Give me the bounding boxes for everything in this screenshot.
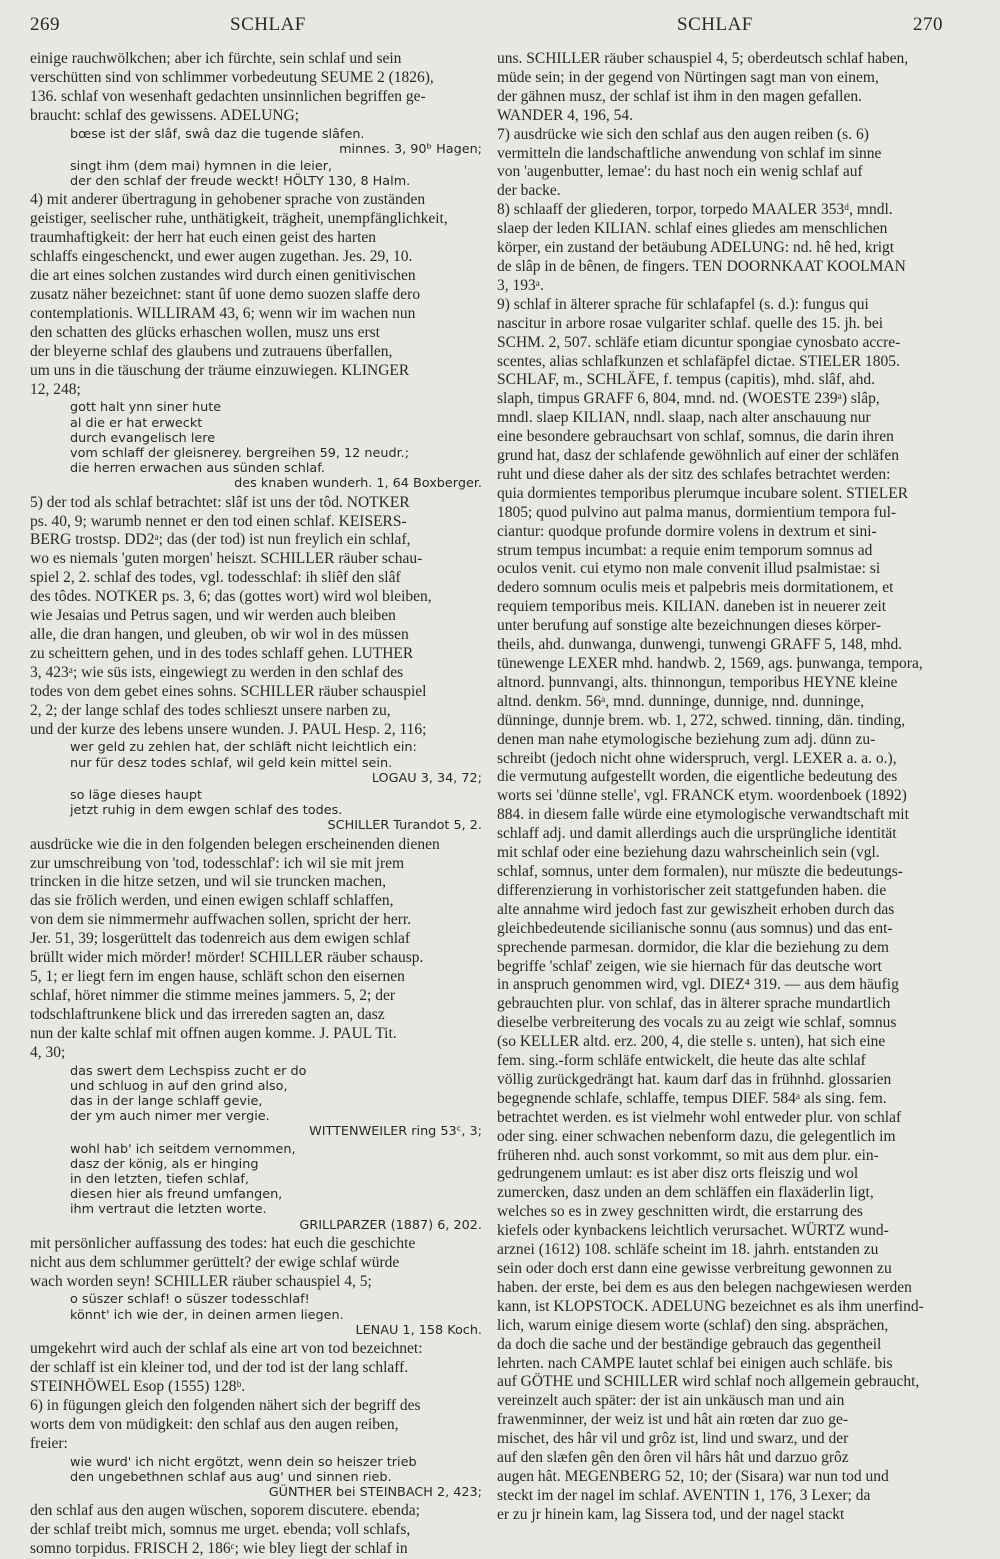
verse-line: könnt' ich wie der, in deinen armen liegen. — [70, 1307, 344, 1323]
entry-paragraph: einige rauchwölkchen; aber ich fürchte, sein schlaf und sein verschütten sind von schlimmer vorbedeutung SEUME 2 (1826), 136. schlaf von wesenhaft gedachten unsinnlichen begriffen ge- braucht: schlaf des gewissens. ADELUNG; — [30, 50, 434, 124]
verse-line: das in der lange schlaff gevie, — [70, 1093, 263, 1109]
verse-line: und schluog in auf den grind also, — [70, 1078, 288, 1094]
verse-line: in den letzten, tiefen schlaf, — [70, 1171, 249, 1187]
entry-paragraph: mit persönlicher auffassung des todes: hat euch die geschichte nicht aus dem schlummer gerüttelt? der ewige schlaf würde wach worden seyn! SCHILLER räuber schauspiel 4, 5; — [30, 1234, 416, 1290]
verse-line: singt ihm (dem mai) hymnen in die leier, — [70, 159, 333, 175]
quotation-source: LENAU 1, 158 Koch. — [355, 1322, 482, 1338]
verse-line: der den schlaf der freude weckt! HÖLTY 130, 8 Halm. — [70, 174, 411, 190]
quotation-source: WITTENWEILER ring 53ᶜ, 3; — [309, 1124, 482, 1140]
verse-line: wie wurd' ich nicht ergötzt, wenn dein so heiszer trieb — [70, 1454, 417, 1470]
verse-line: gott halt ynn siner hute — [70, 400, 222, 416]
verse-quotation — [70, 1292, 482, 1338]
verse-quotation — [70, 788, 482, 834]
quotation-source: GRILLPARZER (1887) 6, 202. — [299, 1217, 482, 1233]
entry-paragraph: 5) der tod als schlaf betrachtet: slâf ist uns der tôd. NOTKER ps. 40, 9; warumb nennet er den tod einen schlaf. KEISERS- BERG trostsp. DD2ᵃ; das (der tod) ist nun freylich ein schlaf, wo es niemals 'guten morgen' heiszt. SCHILLER räuber schau- spiel 2, 2. schlaf des todes, vgl. todesschlaf: ih sliêf den slâf des tôdes. NOTKER ps. 3, 6; das (gottes wort) wird wol bleiben, wie Jesaias und Petrus sagen, und wir werden auch bleiben alle, die dran hangen, und gleuben, ob wir wol in des müssen zu scheittern gehen, und in des todes schlaff gehen. LUTHER 3, 423ᵃ; wie süs ists, eingewiegt zu werden in den schlaf des todes von dem gebet eines sohns. SCHILLER räuber schauspiel 2, 2; der lange schlaf des todes schlieszt unsere narben zu, und der kurze des lebens unsere wunden. J. PAUL Hesp. 2, 116; — [30, 493, 432, 738]
verse-line: das swert dem Lechspiss zucht er do — [70, 1063, 307, 1079]
page-number-right: 270 — [913, 14, 943, 35]
verse-line: die herren erwachen aus sünden schlaf. — [70, 461, 325, 477]
verse-line: den ungebethnen schlaf aus aug' und sinnen rieb. — [70, 1469, 392, 1485]
verse-line: nur für desz todes schlaf, wil geld kein mittel sein. — [70, 755, 393, 771]
left-column — [30, 50, 482, 1559]
verse-line: wohl hab' ich seitdem vernommen, — [70, 1141, 296, 1157]
verse-quotation — [70, 1455, 482, 1501]
running-title-left: SCHLAF — [230, 14, 306, 35]
verse-quotation — [70, 740, 482, 786]
quotation-source: LOGAU 3, 34, 72; — [371, 770, 482, 786]
quotation-source: GÜNTHER bei STEINBACH 2, 423; — [268, 1484, 482, 1500]
verse-line: jetzt ruhig in dem ewgen schlaf des todes. — [70, 803, 343, 819]
verse-line: durch evangelisch lere — [70, 430, 216, 446]
verse-line: dasz der könig, als er hinging — [70, 1156, 259, 1172]
verse-quotation — [70, 127, 482, 157]
verse-quotation — [70, 159, 482, 189]
entry-paragraph: den schlaf aus den augen wüschen, soporem discutere. ebenda; der schlaf treibt mich, somnus me urget. ebenda; voll schlafs, somno torpidus. FRISCH 2, 186ᶜ; wie bley liegt der schlaf in — [30, 1502, 420, 1557]
quotation-source: SCHILLER Turandot 5, 2. — [327, 818, 482, 834]
entry-paragraph: ausdrücke wie die in den folgenden belegen erscheinenden dienen zur umschreibung von 'tod, todesschlaf': ich wil sie mit jrem trincken in die hitze setzen, und wil sie truncken machen, das sie frölich werden, und einen ewigen schlaff schlaffen, von dem sie nimmermehr auffwachen sollen, spricht der herr. Jer. 51, 39; losgerüttelt das todenreich aus dem ewigen schlaf brüllt wider mich mörder! mörder! SCHILLER räuber schausp. 5, 1; er liegt fern im engen hause, schläft schon den eisernen schlaf, höret nimmer die stimme meines jammers. 5, 2; der todschlaftrunkene blick und das irrereden sagten an, dasz nun der kalte schlaf mit offnen augen komme. J. PAUL Tit. 4, 30; — [30, 835, 440, 1061]
verse-line: al die er hat erweckt — [70, 415, 203, 431]
verse-line: der ym auch nimer mer vergie. — [70, 1109, 270, 1125]
quotation-source: des knaben wunderh. 1, 64 Boxberger. — [234, 476, 482, 492]
verse-line: diesen hier als freund umfangen, — [70, 1187, 283, 1203]
verse-quotation — [70, 400, 482, 491]
quotation-source: minnes. 3, 90ᵇ Hagen; — [339, 141, 482, 157]
entry-paragraph: umgekehrt wird auch der schlaf als eine art von tod bezeichnet: der schlaff ist ein kleiner tod, und der tod ist der lang schlaff. STEINHÖWEL Esop (1555) 128ᵇ. 6) in fügungen gleich den folgenden nähert sich der begriff des worts dem von müdigkeit: den schlaf aus den augen reiben, freier: — [30, 1340, 423, 1452]
page-number-left: 269 — [30, 14, 60, 35]
verse-line: ihm vertraut die letzten worte. — [70, 1202, 267, 1218]
verse-quotation — [70, 1064, 482, 1140]
verse-line: bœse ist der slâf, swâ daz die tugende slâfen. — [70, 126, 365, 142]
verse-line: vom schlaff der gleisnerey. bergreihen 59, 12 neudr.; — [70, 446, 410, 462]
verse-line: so läge dieses haupt — [70, 788, 203, 804]
verse-quotation — [70, 1142, 482, 1233]
verse-line: wer geld zu zehlen hat, der schläft nicht leichtlich ein: — [70, 740, 417, 756]
entry-paragraph: 4) mit anderer übertragung in gehobener sprache von zuständen geistiger, seelischer ruhe, unthätigkeit, trägheit, unempfänglichkeit, traumhaftigkeit: der herr hat euch einen geist des harten schlaffs eingeschenckt, und ewer augen zugethan. Jes. 29, 10. die art eines solchen zustandes wird durch einen genitivischen zusatz näher bezeichnet: stant ûf uone demo suozen slaffe dero contemplationis. WILLIRAM 43, 6; wenn wir im wachen nun den schatten des glücks erhaschen wollen, musz uns erst der bleyerne schlaf des glaubens und zutrauens überfallen, um uns in die täuschung der träume einzuwiegen. KLINGER 12, 248; — [30, 191, 448, 398]
running-title-right: SCHLAF — [677, 14, 753, 35]
entry-paragraph: uns. SCHILLER räuber schauspiel 4, 5; oberdeutsch schlaf haben, müde sein; in der gegend von Nürtingen sagt man von einem, der gähnen musz, der schlaf ist ihm in den magen gefallen. WANDER 4, 196, 54. 7) ausdrücke wie sich den schlaf aus den augen reiben (s. 6) vermitteln die landschaftliche anwendung von schlaf im sinne von 'augenbutter, lemae': du hast noch ein wenig schlaf auf der backe. 8) schlaaff der gliederen, torpor, torpedo MAALER 353ᵈ, mndl. slaep der leden KILIAN. schlaf eines gliedes am menschlichen körper, ein zustand der betäubung ADELUNG: nd. hê hed, krigt de slâp in de bênen, de fingers. TEN DOORNKAAT KOOLMAN 3, 193ᵃ. 9) schlaf in älterer sprache für schlafapfel (s. d.): fungus qui nascitur in arbore rosae vulgariter schlaf. quelle des 15. jh. bei SCHM. 2, 507. schläfe etiam dicuntur spongiae cynosbato accre- scentes, alias schlafkunzen et schlafäpfel dictae. STIELER 1805. SCHLAF, m., SCHLÄFE, f. tempus (capitis), mhd. slâf, ahd. slaph, timpus GRAFF 6, 804, mnd. nd. (WOESTE 239ᵃ) slâp, mndl. slaep KILIAN, nndl. slaap, nach alter anschauung nur eine besondere gebrauchsart von schlaf, somnus, die darin ihren grund hat, dasz der schlafende gewöhnlich auf einer der schläfen ruht und diese daher als der sitz des schlafes betrachtet werden: quia dormientes temporibus plerumque incubare solent. STIELER 1805; quod pulvino aut palma manus, dormientium tempora ful- ciantur: quodque profunde dormire volens in dextrum et sini- strum tempus incumbat: a requie enim temporum somnus ad oculos venit. cui etymo non male convenit illud psalmistae: si dedero somnum oculis meis et palpebris meis dormitationem, et requiem temporibus meis. KILIAN. daneben ist in neuerer zeit unter berufung auf sonstige alte bezeichnungen dieses körper- theils, ahd. dunwanga, dunwengi, tunwengi GRAFF 5, 148, mhd. tünewenge LEXER mhd. handwb. 2, 1569, ags. þunwanga, tempora, altnord. þunnvangi, alts. thinnongun, temporibus HEYNE kleine altnd. denkm. 56ᵃ, mnd. dunninge, dunnige, nnd. dunninge, dünninge, dunnje brem. wb. 1, 272, schwed. tinning, dän. tinding, denen man nahe etymologische beziehung zum adj. dünn zu- schreibt (jedoch nicht ohne widerspruch, vergl. LEXER a. a. o.), die vermutung aufgestellt worden, die eigentliche bedeutung des worts sei 'dünne stelle', vgl. FRANCK etym. woordenboek (1892) 884. in diesem falle würde eine etymologische verwandtschaft mit schlaff adj. und damit allerdings auch die ursprüngliche identität mit schlaf oder eine beziehung dazu wahrscheinlich sein (vgl. schlaf, somnus, unter dem formalen), nur müszte die bedeutungs- differenzierung in vorhistorischer zeit stattgefunden haben. die alte annahme wird jedoch fast zur gewiszheit erhoben durch das gleichbedeutende sicilianische sonnu (aus somnus) und das ent- sprechende parmesan. dormidor, die klar die beziehung zu dem begriffe 'schlaf' zeigen, wie sie hiernach für das deutsche wort in anspruch genommen wird, vgl. DIEZ⁴ 319. — aus dem häufig gebrauchten plur. von schlaf, das in älterer sprache mundartlich dieselbe verbreiterung des vocals zu au zeigt wie schlaf, somnus (so KELLER altd. erz. 200, 4, die stelle s. unten), hat sich eine fem. sing.-form schläfe entwickelt, die heute das alte schlaf völlig zurückgedrängt hat. kaum darf das in frühnhd. glossarien begegnende schlafe, schlaffe, tempus DIEF. 584ᵃ als sing. fem. betrachtet werden. es ist vielmehr wohl entweder plur. von schlaf oder sing. einer schwachen nebenform dazu, die gelegentlich im früheren nhd. auch sonst vorkommt, so mit aus dem plur. ein- gedrungenem umlaut: es ist aber disz orts fleiszig und wol zumercken, dasz unden an dem schläffen ein flaxäderlin ligt, welches so es in zwey geschnitten wirdt, die erstarrung des kiefels oder kynbackens leichtlich verursachet. WÜRTZ wund- arznei (1612) 108. schläfe scheint im 18. jahrh. entstanden zu sein oder doch erst dann eine gewisse verbreitung gewonnen zu haben. der erste, bei dem es aus den belegen nachgewiesen werden kann, ist KLOPSTOCK. ADELUNG bezeichnet es als ihm unerfind- lich, warum einige diesem worte (schlaf) den sing. absprächen, da doch die sache und der beständige gebrauch das gegentheil lehrten. nach CAMPE lautet schlaf bei einigen auch schläfe. bis auf GÖTHE und SCHILLER wird schlaf noch allgemein gebraucht, vereinzelt auch später: der ist ain unkäusch man und ain frawenminner, der weiz ist und hât ain rœten dar zuo ge- mischet, des hâr vil und grôz ist, lind und swarz, und der auf den slæfen gên den ôren vil hârs hât und darzuo grôz augen hât. MEGENBERG 52, 10; der (Sisara) war nun tod und steckt im der nagel im schlaf. AVENTIN 1, 176, 3 Lexer; da er zu jr hinein kam, lag Sissera tod, und der nagel stackt — [497, 50, 924, 1523]
right-column — [497, 50, 952, 1525]
verse-line: o süszer schlaf! o süszer todesschlaf! — [70, 1292, 310, 1308]
